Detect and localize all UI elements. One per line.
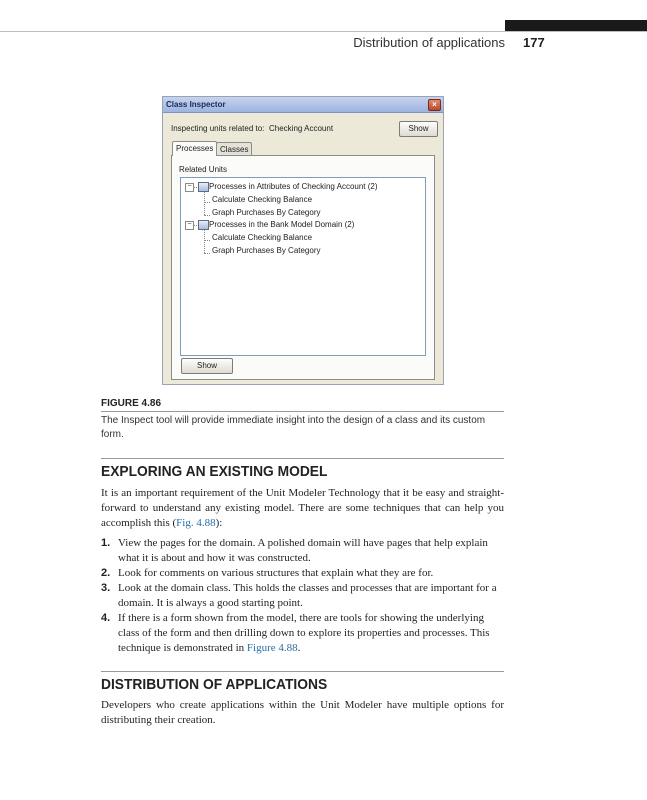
tree-connector xyxy=(204,202,210,203)
tree-connector xyxy=(204,253,210,254)
section-paragraph xyxy=(101,486,504,531)
running-head: Distribution of applications xyxy=(353,35,505,50)
class-inspector-window xyxy=(162,96,444,385)
list-number: 2. xyxy=(101,567,111,579)
list-item xyxy=(101,566,505,581)
figure-link[interactable]: Fig. 4.88 xyxy=(176,517,216,529)
window-title: Class Inspector xyxy=(166,100,226,109)
paragraph-text: ): xyxy=(215,517,223,529)
list-text: Look for comments on various structures that explain what they are for. xyxy=(118,567,434,579)
show-button-bottom[interactable]: Show xyxy=(181,358,233,374)
tree-group-domain[interactable]: Processes in the Bank Model Domain (2) xyxy=(209,220,355,229)
page-number: 177 xyxy=(523,35,545,50)
tree-item[interactable]: Calculate Checking Balance xyxy=(212,233,313,242)
list-item xyxy=(101,611,505,656)
section-heading-distribution: DISTRIBUTION OF APPLICATIONS xyxy=(101,676,328,693)
tree-connector xyxy=(204,192,205,215)
tree-item[interactable]: Calculate Checking Balance xyxy=(212,195,313,204)
list-text: . xyxy=(297,642,301,654)
process-group-icon xyxy=(198,182,209,192)
section-heading-exploring: EXPLORING AN EXISTING MODEL xyxy=(101,463,328,480)
tree-group-attributes[interactable]: Processes in Attributes of Checking Account (2) xyxy=(209,182,378,191)
tree-item[interactable]: Graph Purchases By Category xyxy=(212,246,321,255)
process-group-icon xyxy=(198,220,209,230)
inspect-label: Inspecting units related to: xyxy=(171,124,265,133)
section-rule xyxy=(101,671,504,672)
tree-connector xyxy=(204,230,205,253)
collapse-icon[interactable]: − xyxy=(185,221,194,230)
section-paragraph: Developers who create applications within the Unit Modeler have multiple options for distributing their creation. xyxy=(101,699,504,726)
section-rule xyxy=(101,458,504,459)
tree-connector xyxy=(204,215,210,216)
inspect-value: Checking Account xyxy=(269,124,334,133)
figure-link[interactable]: Figure 4.88 xyxy=(246,642,298,654)
tab-classes[interactable]: Classes xyxy=(216,142,252,156)
paragraph-text: It is an important requirement of the Unit Modeler Technology that it be easy and straight-forward to understand any existing model. There are some techniques that can help you accomplish this ( xyxy=(101,487,504,529)
list-text: Look at the domain class. This holds the classes and processes that are important for a domain. It is always a good starting point. xyxy=(118,582,497,609)
technique-list xyxy=(101,536,505,656)
tree-item[interactable]: Graph Purchases By Category xyxy=(212,208,321,217)
list-number: 3. xyxy=(101,582,111,594)
list-item xyxy=(101,581,505,611)
related-units-label: Related Units xyxy=(179,165,228,174)
related-units-tree[interactable] xyxy=(180,177,426,356)
close-icon[interactable]: × xyxy=(428,99,441,111)
list-item xyxy=(101,536,505,566)
list-text: View the pages for the domain. A polished domain will have pages that help explain what it is about and how it was constructed. xyxy=(118,537,488,564)
list-text: If there is a form shown from the model, there are tools for showing the underlying class of the form and then drilling down to explore its properties and processes. This technique is demonstrated in xyxy=(118,612,490,654)
figure-caption: The Inspect tool will provide immediate insight into the design of a class and its custom form. xyxy=(101,415,486,440)
figure-rule xyxy=(101,411,504,412)
collapse-icon[interactable]: − xyxy=(185,183,194,192)
list-number: 1. xyxy=(101,537,111,549)
header-rule xyxy=(0,31,647,32)
tab-panel xyxy=(171,155,435,380)
list-number: 4. xyxy=(101,612,111,624)
tree-connector xyxy=(204,240,210,241)
figure-label: FIGURE 4.86 xyxy=(101,398,162,409)
window-titlebar xyxy=(163,97,443,113)
show-button-top[interactable]: Show xyxy=(399,121,438,137)
tab-processes[interactable]: Processes xyxy=(172,141,217,156)
